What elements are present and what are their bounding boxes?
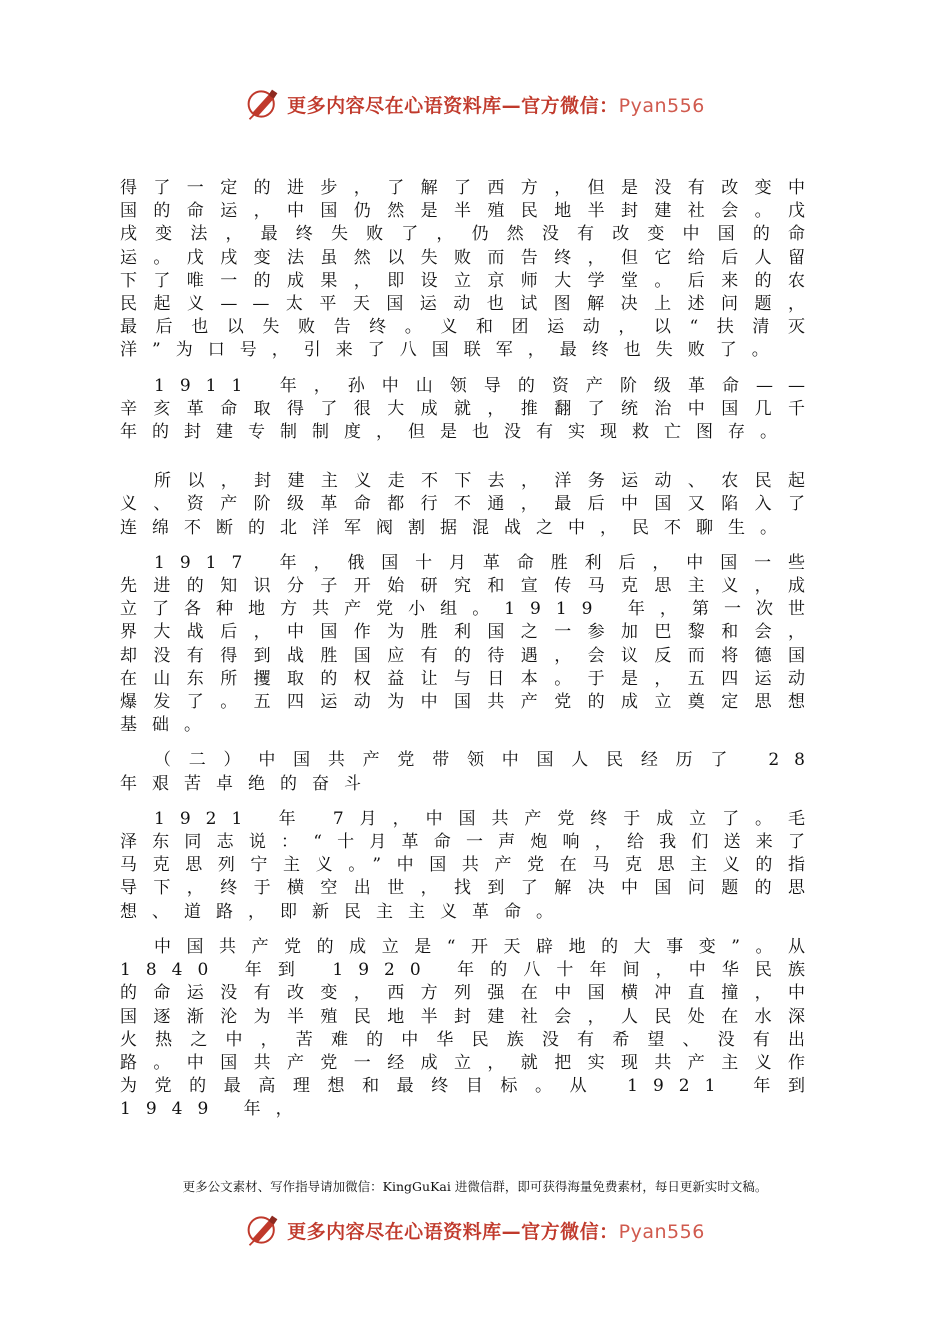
watermark-text: 更多内容尽在心语资料库—官方微信：Pyan556: [287, 94, 705, 117]
pen-nib-logo-icon: [245, 1212, 281, 1248]
footer-note: 更多公文素材、写作指导请加微信：KingGuKai 进微信群，即可获得海量免费素材，每日更新实时文稿。: [182, 1179, 768, 1194]
pen-nib-logo-icon: [245, 86, 281, 122]
watermark-wechat-id: Pyan556: [618, 94, 705, 117]
watermark-wechat-id: Pyan556: [618, 1220, 705, 1243]
paragraph-1: 得了一定的进步，了解了西方，但是没有改变中国的命运，中国仍然是半殖民地半封建社会。戊戌变法，最终失败了，仍然没有改变中国的命运。戊戌变法虽然以失败而告终，但它给后人留下了唯一的成果，即设立京师大学堂。后来的农民起义——太平天国运动也试图解决上述问题，最后也以失败告终。义和团运动，以“扶清灭洋”为口号，引来了八国联军，最终也失败了。: [120, 178, 820, 361]
paragraph-6: 中国共产党的成立是“开天辟地的大事变”。从 1840 年到 1920 年的八十年间，中华民族的命运没有改变，西方列强在中国横冲直撞，中国逐渐沦为半殖民地半封建社会，人民处在水深火热之中，苦难的中华民族没有希望、没有出路。中国共产党一经成立，就把实现共产主义作为党的最高理想和最终目标。从 1921 年到 1949 年，: [120, 936, 820, 1120]
document-body: [120, 177, 820, 1134]
paragraph-2: 1911 年，孙中山领导的资产阶级革命——辛亥革命取得了很大成就，推翻了统治中国几千年的封建专制制度，但是也没有实现救亡图存。: [120, 375, 820, 443]
watermark-header: [0, 82, 950, 126]
paragraph-3: 所以，封建主义走不下去，洋务运动、农民起义、资产阶级革命都行不通，最后中国又陷入了连绵不断的北洋军阀割据混战之中，民不聊生。: [120, 471, 820, 538]
paragraph-5: 1921 年 7月，中国共产党终于成立了。毛泽东同志说：“十月革命一声炮响，给我们送来了马克思列宁主义。”中国共产党在马克思主义的指导下，终于横空出世，找到了解决中国问题的思想、道路，即新民主主义革命。: [120, 808, 820, 922]
section-heading: （二）中国共产党带领中国人民经历了 28 年艰苦卓绝的奋斗: [120, 750, 820, 794]
watermark-text: 更多内容尽在心语资料库—官方微信：Pyan556: [287, 1220, 705, 1243]
paragraph-4: 1917 年，俄国十月革命胜利后，中国一些先进的知识分子开始研究和宣传马克思主义，成立了各种地方共产党小组。1919 年，第一次世界大战后，中国作为胜利国之一参加巴黎和会，却没有得到战胜国应有的待遇，会议反而将德国在山东所攫取的权益让与日本。于是，五四运动爆发了。五四运动为中国共产党的成立奠定思想基础。: [120, 552, 820, 736]
watermark-footer: [0, 1208, 950, 1252]
